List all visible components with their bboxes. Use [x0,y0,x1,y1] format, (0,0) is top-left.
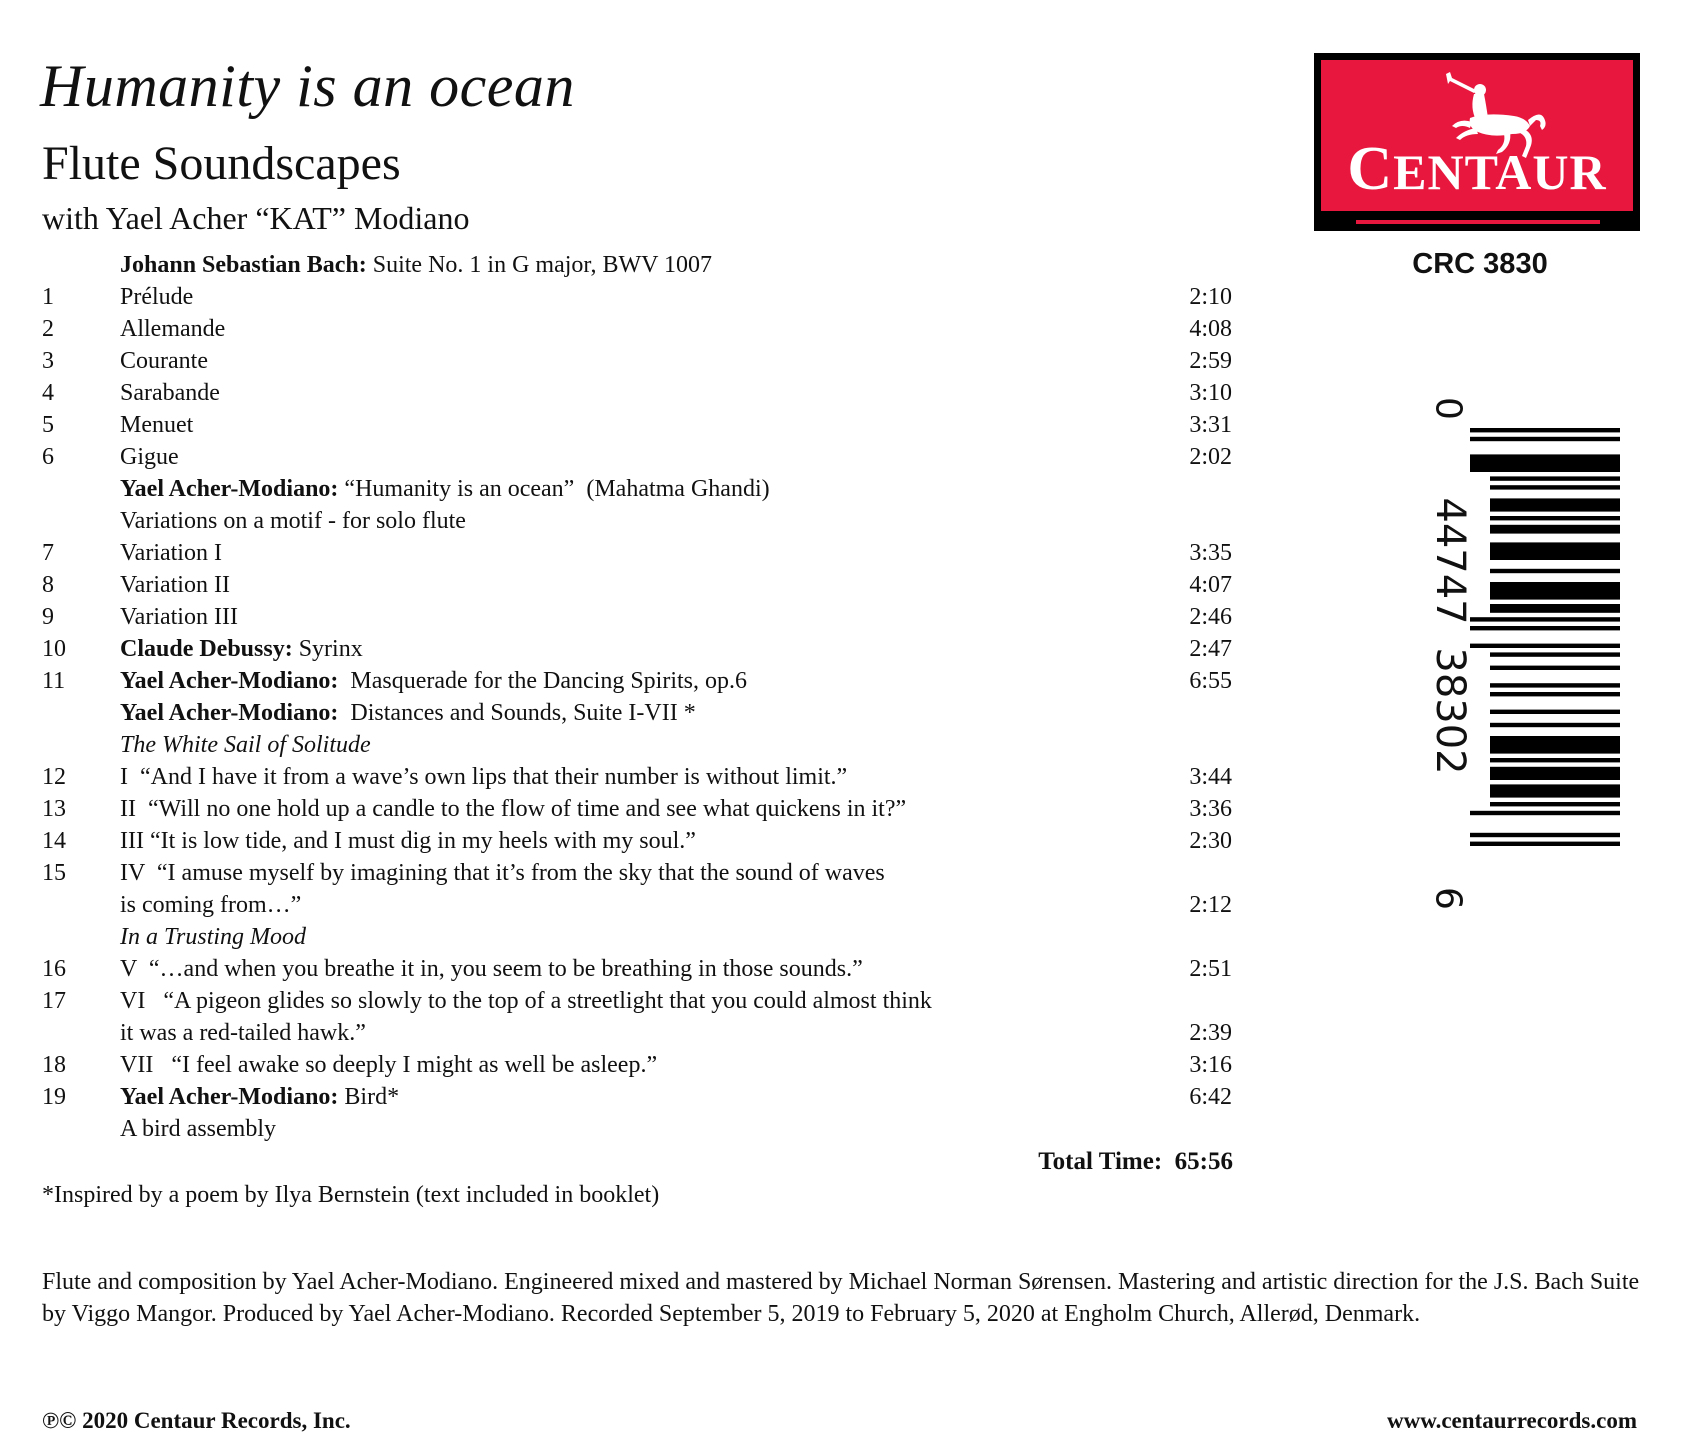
track-duration: 2:46 [1189,604,1232,630]
barcode-bar [1490,802,1620,806]
track-row [0,1020,1240,1052]
track-title [120,764,847,791]
composer-name: Yael Acher-Modiano: [120,1084,339,1110]
track-title [120,1116,276,1143]
title-text: “Humanity is an ocean” (Mahatma Ghandi) [338,476,770,502]
barcode-bar [1470,617,1620,621]
track-title [120,412,193,439]
album-subtitle: Flute Soundscapes [42,137,401,190]
title-text: is coming from…” [120,892,302,918]
track-row [0,316,1240,348]
track-duration: 2:47 [1189,636,1232,662]
track-number: 19 [42,1084,66,1110]
track-row [0,572,1240,604]
barcode-bar [1470,428,1620,432]
track-row [0,668,1240,700]
track-row [0,1116,1240,1148]
logo-red-panel [1321,60,1633,211]
barcode-bar [1490,736,1620,754]
title-text: I “And I have it from a wave’s own lips that their number is without limit.” [120,764,848,790]
composer-name: Yael Acher-Modiano: [120,476,339,502]
barcode-bar [1490,485,1620,489]
title-text: Suite No. 1 in G major, BWV 1007 [366,252,712,278]
track-title [120,348,208,375]
track-number: 18 [42,1052,66,1078]
track-row [0,796,1240,828]
title-text: Syrinx [292,636,363,662]
barcode-bar [1490,784,1620,797]
logo-wordmark: CENTAUR [1347,135,1607,203]
copyright-notice: ℗© 2020 Centaur Records, Inc. [42,1408,351,1433]
barcode-bar [1490,710,1620,714]
footnote: *Inspired by a poem by Ilya Bernstein (text included in booklet) [42,1182,660,1208]
track-number: 10 [42,636,66,662]
title-text: V “…and when you breathe it in, you seem to be breathing in those sounds.” [120,956,863,982]
title-text: Variation III [120,604,238,630]
barcode-group1-digits: 44747 [1427,497,1473,625]
track-row [0,444,1240,476]
track-row [0,860,1240,892]
track-duration: 2:12 [1189,892,1232,918]
barcode-bar [1470,437,1620,441]
track-title [120,732,371,759]
barcode-bar [1490,516,1620,520]
track-row [0,604,1240,636]
barcode-bar [1490,582,1620,600]
title-text: VII “I feel awake so deeply I might as well be asleep.” [120,1052,658,1078]
composer-name: Johann Sebastian Bach: [120,252,367,278]
track-row [0,380,1240,412]
title-text: it was a red-tailed hawk.” [120,1020,366,1046]
track-duration: 4:07 [1189,572,1232,598]
track-title [120,380,220,407]
track-row [0,412,1240,444]
barcode-bar [1490,569,1620,573]
track-title [120,572,230,599]
album-byline: with Yael Acher “KAT” Modiano [42,200,470,236]
track-row [0,764,1240,796]
title-text: Menuet [120,412,194,438]
track-duration: 6:55 [1189,668,1232,694]
track-duration: 3:36 [1189,796,1232,822]
catalog-number: CRC 3830 [1412,248,1548,280]
track-title [120,252,712,279]
track-duration: 2:30 [1189,828,1232,854]
title-text: Courante [120,348,208,374]
composer-name: Yael Acher-Modiano: [120,668,339,694]
track-number: 11 [42,668,66,694]
barcode-bar [1470,842,1620,846]
title-text: Masquerade for the Dancing Spirits, op.6 [338,668,747,694]
track-title [120,1020,366,1047]
track-number: 4 [42,380,54,406]
barcode-bar [1490,758,1620,762]
track-row [0,956,1240,988]
website-url[interactable]: www.centaurrecords.com [1387,1408,1637,1433]
track-duration: 3:35 [1189,540,1232,566]
track-row [0,348,1240,380]
track-number: 1 [42,284,54,310]
title-text: A bird assembly [120,1116,276,1142]
track-duration: 2:59 [1189,348,1232,374]
track-row [0,988,1240,1020]
track-title [120,316,225,343]
barcode-group2-digits: 38302 [1427,647,1473,775]
title-text: Variation II [120,572,230,598]
barcode-bar [1470,833,1620,837]
logo-underline [1356,220,1600,224]
title-text: The White Sail of Solitude [120,732,371,758]
track-title [120,892,301,919]
title-text: Variations on a motif - for solo flute [120,508,466,534]
track-title [120,796,906,823]
barcode-bar [1490,498,1620,511]
track-title [120,700,696,727]
track-duration: 2:10 [1189,284,1232,310]
track-duration: 6:42 [1189,1084,1232,1110]
track-title [120,540,222,567]
track-duration: 4:08 [1189,316,1232,342]
track-title [120,1084,399,1111]
title-text: IV “I amuse myself by imagining that it’s from the sky that the sound of waves [120,860,885,886]
track-title [120,284,193,311]
barcode-left-digit: 0 [1427,397,1469,420]
barcode-bar [1470,644,1620,648]
track-number: 12 [42,764,66,790]
barcode-bar [1490,652,1620,656]
title-text: Allemande [120,316,226,342]
title-text: In a Trusting Mood [120,924,307,950]
track-title [120,956,863,983]
track-duration: 3:16 [1189,1052,1232,1078]
barcode-bar [1490,692,1620,696]
track-row [0,892,1240,924]
track-duration: 3:31 [1189,412,1232,438]
centaur-logo [1314,53,1640,231]
track-duration: 2:39 [1189,1020,1232,1046]
track-row [0,636,1240,668]
track-row [0,284,1240,316]
track-title [120,988,932,1015]
track-number: 17 [42,988,66,1014]
work-heading [0,476,1240,508]
track-title [120,444,179,471]
track-number: 14 [42,828,66,854]
track-row [0,828,1240,860]
total-time-value: 65:56 [1174,1148,1233,1175]
track-row [0,1084,1240,1116]
barcode [1427,397,1620,910]
track-title [120,668,747,695]
track-number: 2 [42,316,54,342]
track-row [0,700,1240,732]
track-title [120,924,306,951]
track-number: 7 [42,540,54,566]
track-number: 16 [42,956,66,982]
track-row [0,732,1240,764]
track-title [120,604,238,631]
track-number: 5 [42,412,54,438]
track-title [120,860,885,887]
track-number: 6 [42,444,54,470]
track-title [120,1052,657,1079]
title-text: II “Will no one hold up a candle to the flow of time and see what quickens in it?” [120,796,907,822]
title-text: Variation I [120,540,222,566]
album-title: Humanity is an ocean [40,53,575,119]
track-title [120,828,696,855]
total-time-label: Total Time: [1038,1148,1163,1175]
track-row [0,924,1240,956]
track-row [0,508,1240,540]
barcode-bars [1470,428,1660,848]
track-title [120,508,466,535]
title-text: Sarabande [120,380,220,406]
title-text: Distances and Sounds, Suite I-VII * [338,700,696,726]
track-title [120,636,363,663]
total-time [1038,1148,1233,1176]
track-number: 9 [42,604,54,630]
track-number: 13 [42,796,66,822]
track-title [120,476,770,503]
track-duration: 2:02 [1189,444,1232,470]
title-text: Gigue [120,444,179,470]
title-text: Prélude [120,284,194,310]
composer-name: Yael Acher-Modiano: [120,700,339,726]
work-heading [0,252,1240,284]
barcode-bar [1490,525,1620,534]
production-credits: Flute and composition by Yael Acher-Modiano. Engineered mixed and mastered by Michael Norman Sørensen. Mastering and artistic direction for the J.S. Bach Suite by Viggo Mangor. Produced by Yael Acher-Modiano. Recorded September 5, 2019 to February 5, 2020 at Engholm Church, Allerød, Denmark. [42,1269,1640,1327]
track-row [0,540,1240,572]
barcode-bar [1490,476,1620,480]
track-duration: 3:10 [1189,380,1232,406]
track-duration: 2:51 [1189,956,1232,982]
title-text: III “It is low tide, and I must dig in my heels with my soul.” [120,828,696,854]
barcode-bar [1490,542,1620,560]
barcode-bar [1490,683,1620,687]
barcode-right-digit: 6 [1427,887,1469,910]
track-duration: 3:44 [1189,764,1232,790]
title-text: VI “A pigeon glides so slowly to the top of a streetlight that you could almost think [120,988,932,1014]
barcode-bar [1470,454,1620,472]
composer-name: Claude Debussy: [120,636,293,662]
track-number: 8 [42,572,54,598]
barcode-bar [1490,723,1620,727]
track-number: 15 [42,860,66,886]
track-number: 3 [42,348,54,374]
barcode-bar [1470,811,1620,815]
barcode-bar [1490,666,1620,670]
track-row [0,1052,1240,1084]
title-text: Bird* [338,1084,400,1110]
barcode-bar [1490,604,1620,613]
barcode-bar [1470,626,1620,630]
barcode-bar [1490,767,1620,780]
